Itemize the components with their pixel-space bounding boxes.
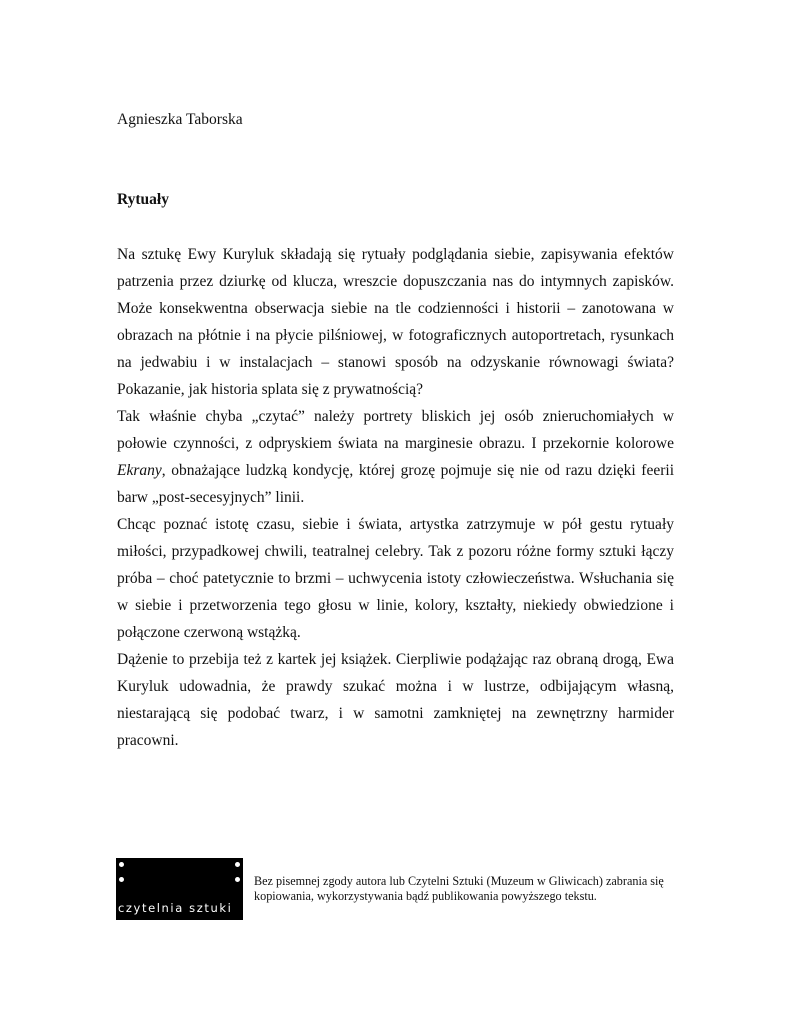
paragraph-text: , obnażające ludzką kondycję, której grozę pojmuje się nie od razu dzięki feerii barw „post-secesyjnych” linii. (117, 462, 674, 506)
body-paragraph: Chcąc poznać istotę czasu, siebie i świata, artystka zatrzymuje w pół gestu rytuały miłości, przypadkowej chwili, teatralnej celebry. Tak z pozoru różne formy sztuki łączy próba – choć patetycznie to brzmi – uchwycenia istoty człowieczeństwa. Wsłuchania się w siebie i przetworzenia tego głosu w linie, kolory, kształty, niekiedy obwiedzione i połączone czerwoną wstążką. (117, 516, 674, 641)
czytelnia-sztuki-logo (116, 858, 243, 920)
article-body (117, 241, 674, 754)
logo-dot-icon (119, 862, 124, 867)
logo-text: czytelnia sztuki (118, 901, 233, 915)
body-paragraph: Na sztukę Ewy Kuryluk składają się rytuały podglądania siebie, zapisywania efektów patrzenia przez dziurkę od klucza, wreszcie dopuszczania nas do intymnych zapisków. Może konsekwentna obserwacja siebie na tle codzienności i historii – zanotowana w obrazach na płótnie i na płycie pilśniowej, w fotograficznych autoportretach, rysunkach na jedwabiu i w instalacjach – stanowi sposób na odzyskanie równowagi świata? Pokazanie, jak historia splata się z prywatnością? (117, 246, 674, 398)
logo-dot-icon (235, 862, 240, 867)
italic-work-title: Ekrany (117, 462, 162, 479)
body-paragraph (117, 403, 674, 511)
logo-dot-icon (119, 877, 124, 882)
article-title: Rytuały (117, 191, 169, 208)
author-name: Agnieszka Taborska (117, 111, 243, 128)
copyright-note: Bez pisemnej zgody autora lub Czytelni Sztuki (Muzeum w Gliwicach) zabrania się kopiowania, wykorzystywania bądź publikowania powyższego tekstu. (254, 874, 664, 903)
logo-dot-icon (235, 877, 240, 882)
paragraph-text: Tak właśnie chyba „czytać” należy portrety bliskich jej osób znieruchomiałych w połowie czynności, z odpryskiem świata na marginesie obrazu. I przekornie kolorowe (117, 408, 674, 452)
body-paragraph: Dążenie to przebija też z kartek jej książek. Cierpliwie podążając raz obraną drogą, Ewa Kuryluk udowadnia, że prawdy szukać można i w lustrze, odbijającym własną, niestarającą się podobać twarz, i w samotni zamkniętej na zewnętrzny harmider pracowni. (117, 651, 674, 749)
